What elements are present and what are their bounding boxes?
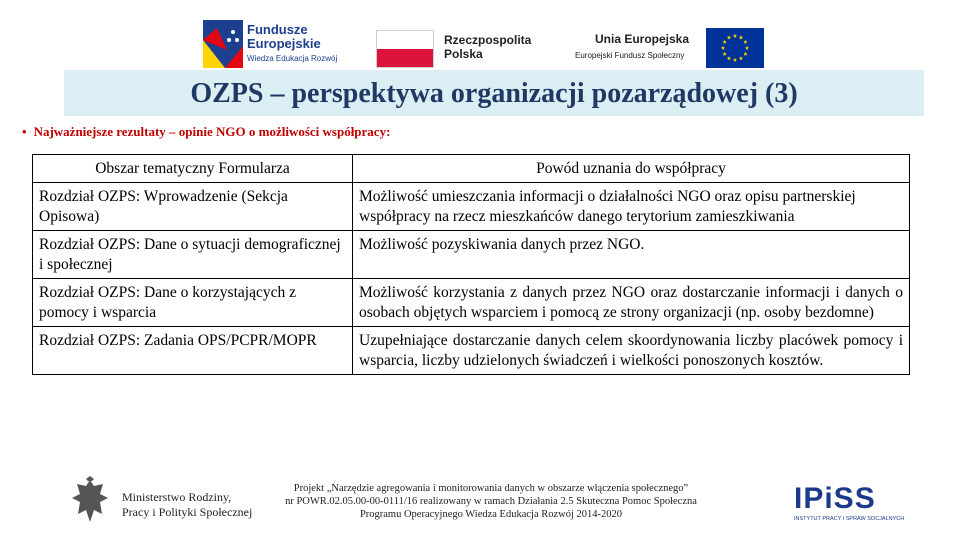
- logo-strip: [0, 18, 960, 72]
- results-subtitle-text: Najważniejsze rezultaty – opinie NGO o możliwości współpracy:: [33, 124, 391, 139]
- efs-label: Europejski Fundusz Społeczny: [575, 51, 685, 60]
- table-cell-area: Rozdział OZPS: Wprowadzenie (Sekcja Opisowa): [33, 183, 353, 231]
- unia-europejska-logo: [573, 28, 773, 72]
- ministry-name: [122, 490, 252, 520]
- table-header-row: [33, 155, 910, 183]
- ministry-line1: Ministerstwo Rodziny,: [122, 490, 232, 504]
- table-row: [33, 183, 910, 231]
- page-title: OZPS – perspektywa organizacji pozarządowej (3): [190, 78, 798, 109]
- table-row: [33, 327, 910, 375]
- project-line2: nr POWR.02.05.00-00-0111/16 realizowany w ramach Działania 2.5 Skuteczna Pomoc Społeczna: [285, 496, 697, 507]
- rzeczpospolita-label: Rzeczpospolita: [444, 33, 532, 47]
- europejskie-label: Europejskie: [247, 36, 321, 51]
- project-line3: Programu Operacyjnego Wiedza Edukacja Rozwój 2014-2020: [359, 509, 623, 520]
- table-cell-area: Rozdział OZPS: Dane o sytuacji demograficznej i społecznej: [33, 231, 353, 279]
- rzeczpospolita-polska-logo: [376, 28, 546, 68]
- table-cell-reason: Możliwość pozyskiwania danych przez NGO.: [353, 231, 910, 279]
- footer: [0, 470, 960, 540]
- table-cell-area: Rozdział OZPS: Zadania OPS/PCPR/MOPR: [33, 327, 353, 375]
- fundusze-europejskie-mark-icon: [203, 20, 243, 68]
- cooperation-table: [32, 154, 910, 375]
- title-bar: [64, 70, 924, 116]
- table-row: [33, 279, 910, 327]
- eu-flag-icon: [706, 28, 764, 68]
- polska-label: Polska: [444, 47, 483, 61]
- project-info: [266, 482, 716, 521]
- fundusze-tagline: Wiedza Edukacja Rozwój: [247, 54, 338, 63]
- polish-eagle-icon: [70, 476, 110, 526]
- unia-europejska-label: Unia Europejska: [595, 32, 690, 46]
- results-subtitle: [22, 124, 390, 140]
- project-line1: Projekt „Narzędzie agregowania i monitorowania danych w obszarze włączenia społecznego”: [293, 483, 689, 494]
- table-cell-area: Rozdział OZPS: Dane o korzystających z pomocy i wsparcia: [33, 279, 353, 327]
- bullet-icon: •: [22, 124, 27, 139]
- ipiss-caption: INSTYTUT PRACY I SPRAW SOCJALNYCH: [794, 516, 905, 522]
- ministry-line2: Pracy i Polityki Społecznej: [122, 505, 253, 519]
- polish-flag-icon: [376, 30, 434, 68]
- header-cooperation-reason: Powód uznania do współpracy: [353, 155, 910, 183]
- table-row: [33, 231, 910, 279]
- header-thematic-area: Obszar tematyczny Formularza: [33, 155, 353, 183]
- ipiss-logo: [794, 482, 905, 528]
- ipiss-wordmark: IPiSS: [794, 482, 876, 515]
- table-cell-reason: Możliwość korzystania z danych przez NGO oraz dostarczanie informacji i danych o osobach objętych wsparciem i pomocą ze strony organizacji (np. osoby bezdomne): [353, 279, 910, 327]
- fundusze-europejskie-logo: [203, 20, 343, 72]
- table-cell-reason: Uzupełniające dostarczanie danych celem skoordynowania liczby placówek pomocy i wsparcia, liczby udzielonych świadczeń i wielkości ponoszonych kosztów.: [353, 327, 910, 375]
- fundusze-label: Fundusze: [247, 22, 308, 37]
- table-cell-reason: Możliwość umieszczania informacji o działalności NGO oraz opisu partnerskiej współpracy na rzecz mieszkańców danego terytorium zamieszkiwania: [353, 183, 910, 231]
- ministry-logo: [70, 476, 260, 526]
